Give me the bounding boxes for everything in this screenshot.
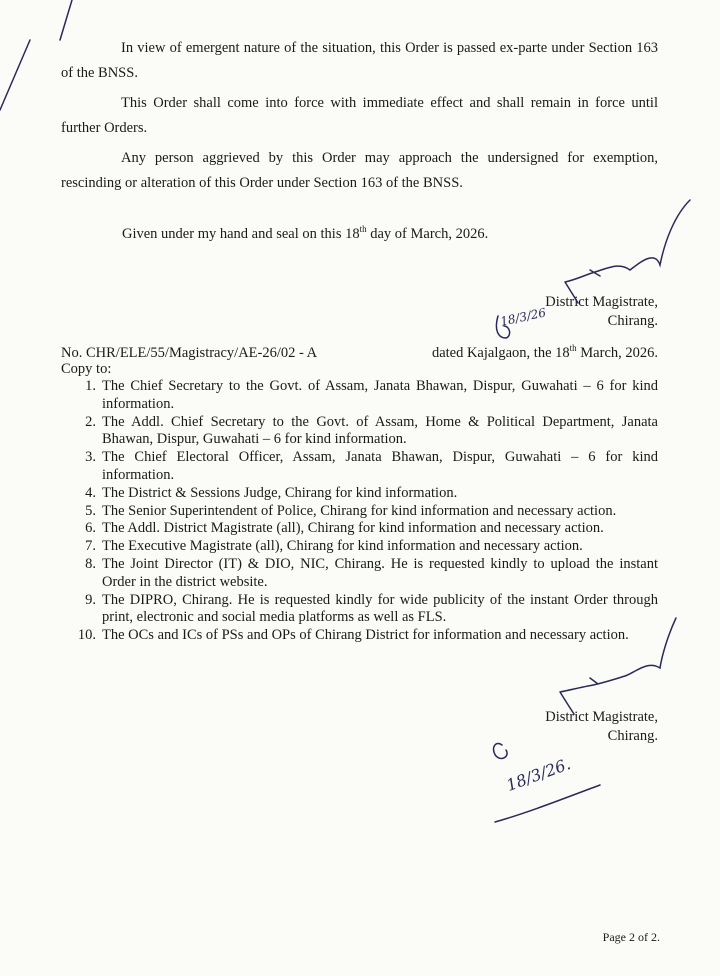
copy-item-number: 10.: [77, 627, 96, 644]
copy-item-number: 2.: [85, 413, 96, 430]
memo-date: dated Kajalgaon, the 18th March, 2026.: [431, 343, 658, 361]
copy-item-number: 9.: [85, 591, 96, 608]
copy-item-number: 5.: [85, 502, 96, 519]
copy-list-item: [78, 414, 658, 450]
copy-list-item: [78, 538, 658, 556]
copy-item-number: 3.: [85, 449, 96, 466]
copy-list-item: [78, 592, 658, 628]
copy-item-text: The Chief Secretary to the Govt. of Assam, Janata Bhawan, Dispur, Guwahati – 6 for kind information.: [102, 378, 658, 412]
copy-item-text: The Addl. District Magistrate (all), Chirang for kind information and necessary action.: [102, 520, 604, 537]
copy-item-number: 4.: [85, 484, 96, 501]
memo-number: No. CHR/ELE/55/Magistracy/AE-26/02 - A: [61, 345, 318, 361]
copy-list-item: [78, 503, 658, 521]
copy-item-number: 7.: [85, 538, 96, 555]
initial-mark-2-icon: [494, 743, 508, 758]
copy-item-text: The DIPRO, Chirang. He is requested kindly for wide publicity of the instant Order through print, electronic and social media platforms as well as FLS.: [102, 591, 658, 626]
given-under-hand: Given under my hand and seal on this 18th day of March, 2026.: [122, 224, 489, 242]
paragraph-force: This Order shall come into force with immediate effect and shall remain in force until further Orders.: [61, 95, 658, 136]
copy-item-text: The Senior Superintendent of Police, Chirang for kind information and necessary action.: [102, 502, 617, 519]
paragraph-aggrieved: Any person aggrieved by this Order may approach the undersigned for exemption, rescinding or alteration of this Order under Section 163 of the BNSS.: [61, 150, 658, 191]
signature-1-icon: [565, 200, 690, 303]
copy-list-item: [78, 627, 658, 645]
copy-list: [78, 378, 658, 645]
copy-item-text: The Chief Electoral Officer, Assam, Janata Bhawan, Dispur, Guwahati – 6 for kind information.: [102, 449, 658, 483]
signatory-title: District Magistrate,: [545, 709, 658, 725]
copy-list-item: [78, 378, 658, 414]
handwritten-date-2: 18/3/26.: [503, 754, 574, 795]
signatory-place: Chirang.: [607, 728, 658, 744]
copy-item-text: The District & Sessions Judge, Chirang for kind information.: [102, 484, 458, 501]
signatory-place: Chirang.: [607, 313, 658, 329]
copy-list-item: [78, 556, 658, 592]
signature-block-1: [545, 293, 658, 331]
copy-item-text: The Executive Magistrate (all), Chirang for kind information and necessary action.: [102, 538, 583, 555]
handwritten-date-1: 18/3/26: [499, 305, 548, 329]
signatory-title: District Magistrate,: [545, 294, 658, 310]
copy-item-text: The Addl. Chief Secretary to the Govt. of Assam, Home & Political Department, Janata Bhawan, Dispur, Guwahati – 6 for kind information.: [102, 413, 658, 448]
copy-to-label: Copy to:: [61, 361, 112, 377]
copy-item-text: The Joint Director (IT) & DIO, NIC, Chirang. He is requested kindly to upload the instant Order in the district website.: [102, 555, 658, 590]
copy-list-item: [78, 520, 658, 538]
signature-block-2: [545, 708, 658, 746]
copy-list-item: [78, 449, 658, 485]
copy-item-number: 6.: [85, 520, 96, 537]
copy-item-text: The OCs and ICs of PSs and OPs of Chirang District for information and necessary action.: [102, 627, 629, 644]
copy-item-number: 8.: [85, 555, 96, 572]
copy-item-number: 1.: [85, 378, 96, 394]
copy-list-item: [78, 485, 658, 503]
page-number: Page 2 of 2.: [602, 930, 660, 944]
paragraph-ex-parte: In view of emergent nature of the situation, this Order is passed ex-parte under Section 163 of the BNSS.: [61, 40, 658, 81]
